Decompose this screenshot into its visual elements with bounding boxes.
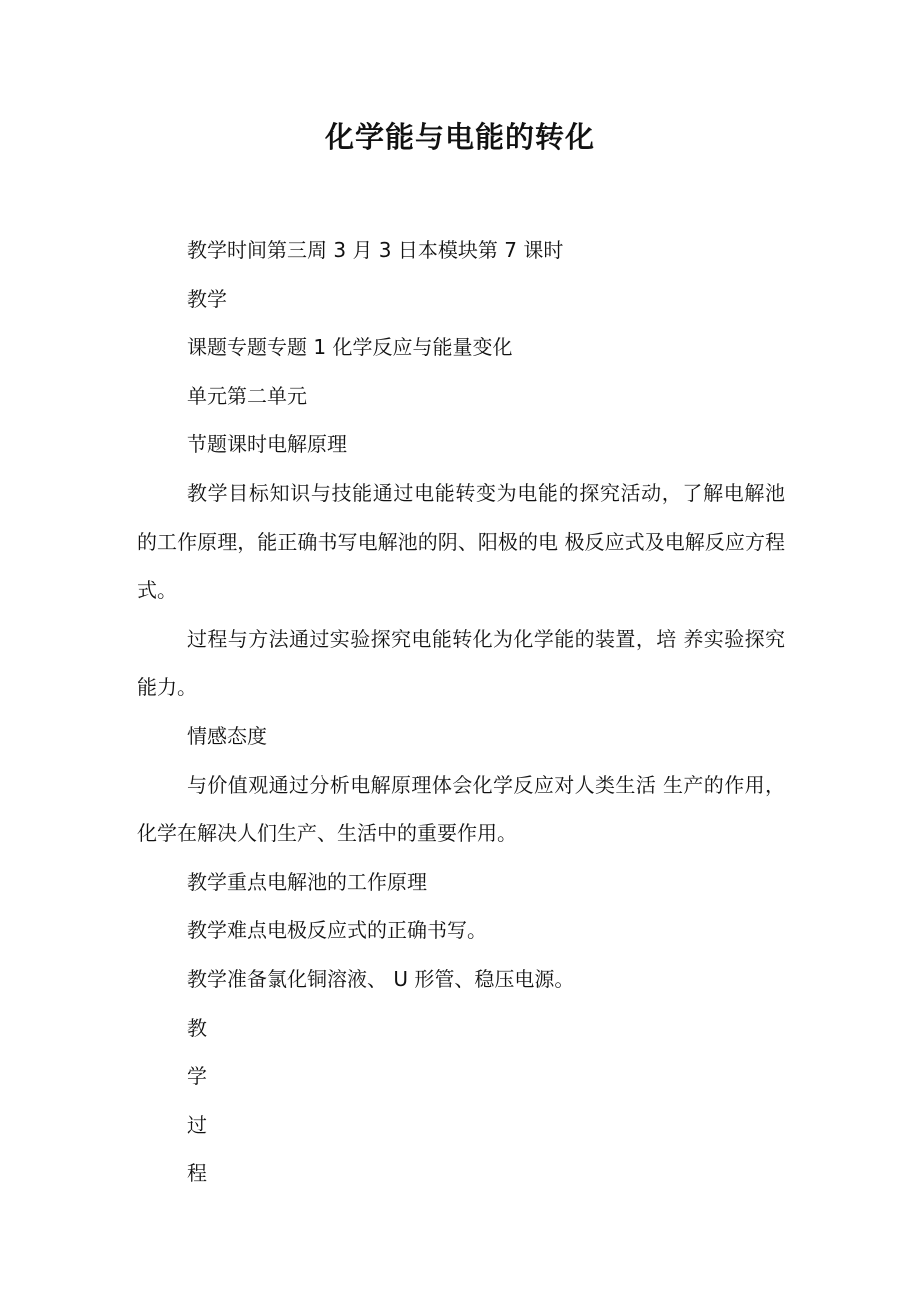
process-char-4: 程 <box>187 1161 207 1186</box>
key-point-line: 教学重点电解池的工作原理 <box>187 869 427 894</box>
preparation-line: 教学准备氯化铜溶液、 U 形管、稳压电源。 <box>187 966 575 991</box>
topic-line: 课题专题专题 1 化学反应与能量变化 <box>187 335 513 360</box>
objective-process-paragraph: 过程与方法通过实验探究电能转化为化学能的装置，培 养实验探究能力。 <box>137 626 785 700</box>
emotion-attitude-line: 情感态度 <box>187 723 267 748</box>
process-char-3: 过 <box>187 1112 207 1137</box>
document-title: 化学能与电能的转化 <box>324 120 595 154</box>
teaching-label-line: 教学 <box>187 286 227 311</box>
document-body <box>137 226 785 1198</box>
unit-line: 单元第二单元 <box>187 383 307 408</box>
values-paragraph: 与价值观通过分析电解原理体会化学反应对人类生活 生产的作用，化学在解决人们生产、生活中的重要作用。 <box>137 772 785 846</box>
objective-knowledge-paragraph: 教学目标知识与技能通过电能转变为电能的探究活动，了解电解池的工作原理，能正确书写电解池的阴、阳极的电 极反应式及电解反应方程式。 <box>137 480 785 603</box>
process-char-2: 学 <box>187 1064 207 1089</box>
teaching-time-line: 教学时间第三周 3 月 3 日本模块第 7 课时 <box>187 238 564 262</box>
process-char-1: 教 <box>187 1015 207 1040</box>
difficulty-line: 教学难点电极反应式的正确书写。 <box>187 918 487 943</box>
section-line: 节题课时电解原理 <box>187 432 347 457</box>
